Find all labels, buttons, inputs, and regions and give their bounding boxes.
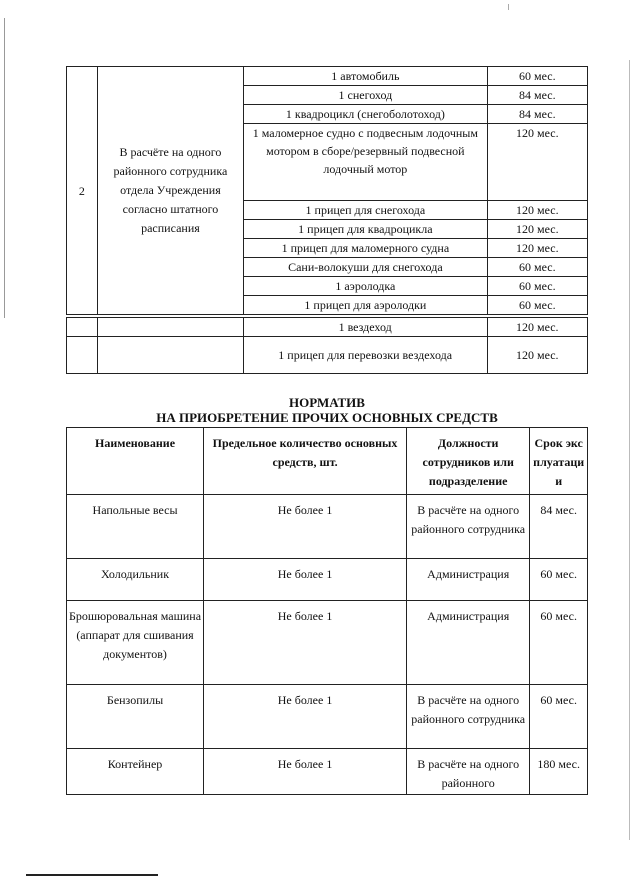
vehicles-table <box>66 66 588 315</box>
item-cell: 1 квадроцикл (снегоболотоход) <box>244 105 488 124</box>
item-cell: 1 вездеход <box>243 318 487 337</box>
table-row <box>67 67 588 86</box>
period-cell: 84 мес. <box>487 105 587 124</box>
empty-cell <box>67 337 98 374</box>
period-cell: 180 мес. <box>530 749 588 795</box>
table-row <box>67 495 588 559</box>
scan-edge-left <box>4 18 5 318</box>
positions-cell: Администрация <box>407 601 530 685</box>
period-cell: 60 мес. <box>487 277 587 296</box>
positions-cell: Администрация <box>407 559 530 601</box>
period-cell: 60 мес. <box>487 67 587 86</box>
name-cell: Напольные весы <box>67 495 204 559</box>
table-row <box>67 685 588 749</box>
limit-cell: Не более 1 <box>204 749 407 795</box>
name-cell: Контейнер <box>67 749 204 795</box>
table-row <box>67 749 588 795</box>
scan-edge-right <box>629 60 630 840</box>
period-cell: 84 мес. <box>487 86 587 105</box>
table-header-row <box>67 428 588 495</box>
name-cell: Холодильник <box>67 559 204 601</box>
item-cell: 1 прицеп для перевозки вездехода <box>243 337 487 374</box>
name-cell: Бензопилы <box>67 685 204 749</box>
header-positions: Должности сотрудников или подразделение <box>407 428 530 495</box>
header-period: Срок эксплуатации <box>530 428 588 495</box>
table-row <box>67 601 588 685</box>
table-row <box>67 559 588 601</box>
period-cell: 120 мес. <box>487 318 588 337</box>
table-row <box>67 337 588 374</box>
group-number-cell: 2 <box>67 67 98 315</box>
period-cell: 120 мес. <box>487 124 587 201</box>
item-cell: 1 снегоход <box>244 86 488 105</box>
header-name: Наименование <box>67 428 204 495</box>
period-cell: 60 мес. <box>530 559 588 601</box>
period-cell: 60 мес. <box>530 685 588 749</box>
limit-cell: Не более 1 <box>204 495 407 559</box>
section-title: НОРМАТИВ <box>289 395 365 410</box>
item-cell: 1 прицеп для аэролодки <box>244 296 488 315</box>
header-limit: Предельное количество основных средств, шт. <box>204 428 407 495</box>
empty-cell <box>67 318 98 337</box>
table-row <box>67 318 588 337</box>
item-cell: 1 аэролодка <box>244 277 488 296</box>
section-subtitle: НА ПРИОБРЕТЕНИЕ ПРОЧИХ ОСНОВНЫХ СРЕДСТВ <box>156 410 498 425</box>
period-cell: 60 мес. <box>487 296 587 315</box>
period-cell: 120 мес. <box>487 201 587 220</box>
item-cell: Сани-волокуши для снегохода <box>244 258 488 277</box>
item-cell: 1 прицеп для квадроцикла <box>244 220 488 239</box>
period-cell: 120 мес. <box>487 239 587 258</box>
period-cell: 60 мес. <box>487 258 587 277</box>
period-cell: 84 мес. <box>530 495 588 559</box>
period-cell: 120 мес. <box>487 220 587 239</box>
empty-cell <box>97 318 243 337</box>
other-assets-table <box>66 427 588 795</box>
item-cell: 1 прицеп для маломерного судна <box>244 239 488 258</box>
positions-cell: В расчёте на одного районного сотрудника <box>407 495 530 559</box>
vehicles-table-extra <box>66 317 588 374</box>
scan-mark-top <box>508 4 509 10</box>
period-cell: 60 мес. <box>530 601 588 685</box>
name-cell: Брошюровальная машина (аппарат для сшивания документов) <box>67 601 204 685</box>
item-cell: 1 прицеп для снегохода <box>244 201 488 220</box>
item-cell: 1 маломерное судно с подвесным лодочным мотором в сборе/резервный подвесной лодочный мотор <box>244 124 488 201</box>
limit-cell: Не более 1 <box>204 559 407 601</box>
footer-rule <box>26 874 158 876</box>
positions-cell: В расчёте на одного районного <box>407 749 530 795</box>
limit-cell: Не более 1 <box>204 601 407 685</box>
empty-cell <box>97 337 243 374</box>
item-cell: 1 автомобиль <box>244 67 488 86</box>
limit-cell: Не более 1 <box>204 685 407 749</box>
group-description-cell: В расчёте на одного районного сотрудника отдела Учреждения согласно штатного расписания <box>97 67 243 315</box>
positions-cell: В расчёте на одного районного сотрудника <box>407 685 530 749</box>
period-cell: 120 мес. <box>487 337 588 374</box>
